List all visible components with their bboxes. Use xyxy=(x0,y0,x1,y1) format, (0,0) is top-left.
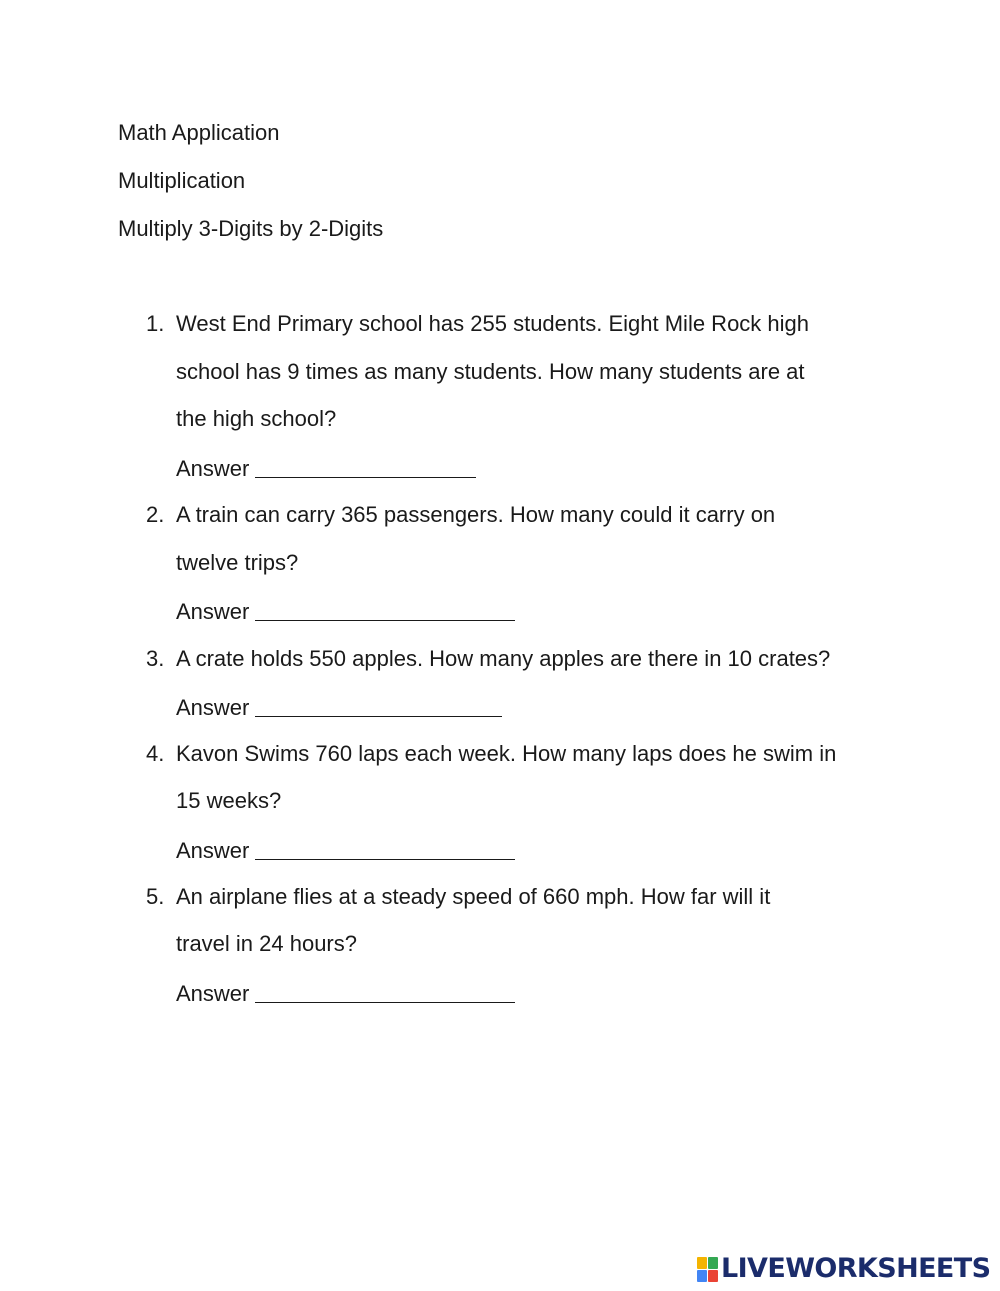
worksheet-subject: Multiplication xyxy=(118,168,246,193)
answer-row xyxy=(176,978,515,1008)
worksheet-topic: Multiply 3-Digits by 2-Digits xyxy=(118,216,384,241)
question-text-line: travel in 24 hours? xyxy=(176,931,357,956)
answer-blank[interactable] xyxy=(255,837,515,860)
question-number: 1. xyxy=(146,311,165,336)
question-text-line: 15 weeks? xyxy=(176,788,282,813)
question-number: 5. xyxy=(146,884,165,909)
answer-row xyxy=(176,692,502,722)
answer-row xyxy=(176,453,476,483)
answer-blank[interactable] xyxy=(255,455,476,478)
question-number: 3. xyxy=(146,646,165,671)
answer-label: Answer xyxy=(176,695,250,720)
question-number: 4. xyxy=(146,741,165,766)
answer-blank[interactable] xyxy=(255,694,502,717)
question-number: 2. xyxy=(146,502,165,527)
answer-row xyxy=(176,596,515,626)
answer-label: Answer xyxy=(176,456,250,481)
answer-label: Answer xyxy=(176,599,250,624)
question-text-line: Kavon Swims 760 laps each week. How many laps does he swim in xyxy=(176,741,837,766)
answer-blank[interactable] xyxy=(255,980,515,1003)
worksheet-title: Math Application xyxy=(118,120,280,145)
logo-mark-tile xyxy=(697,1257,707,1269)
question-text-line: A train can carry 365 passengers. How many could it carry on xyxy=(176,502,776,527)
logo-mark-tile xyxy=(697,1270,707,1282)
answer-row xyxy=(176,835,515,865)
logo-mark-tile xyxy=(708,1257,718,1269)
liveworksheets-logo-text: LIVEWORKSHEETS xyxy=(721,1253,991,1284)
question-text-line: school has 9 times as many students. How many students are at xyxy=(176,359,805,384)
logo-mark-tile xyxy=(708,1270,718,1282)
liveworksheets-logo xyxy=(697,1254,990,1284)
question-text-line: A crate holds 550 apples. How many apples are there in 10 crates? xyxy=(176,646,831,671)
question-text-line: An airplane flies at a steady speed of 660 mph. How far will it xyxy=(176,884,771,909)
question-text-line: the high school? xyxy=(176,406,337,431)
answer-blank[interactable] xyxy=(255,598,515,621)
question-text-line: twelve trips? xyxy=(176,550,299,575)
liveworksheets-logo-icon xyxy=(697,1257,718,1282)
question-text-line: West End Primary school has 255 students. Eight Mile Rock high xyxy=(176,311,810,336)
answer-label: Answer xyxy=(176,981,250,1006)
answer-label: Answer xyxy=(176,838,250,863)
